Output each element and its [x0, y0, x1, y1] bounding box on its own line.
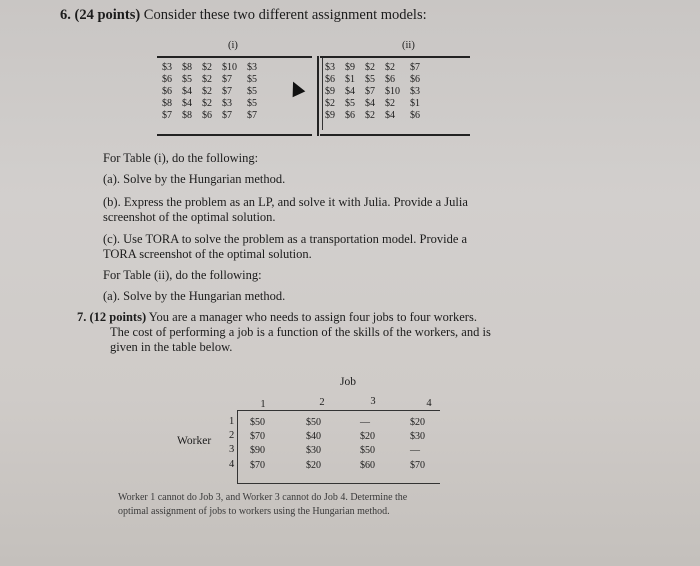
table-cell: $6	[202, 110, 212, 121]
table-cell: $9	[325, 86, 335, 97]
table-row	[320, 62, 425, 74]
table-cell: $3	[247, 62, 257, 73]
table-cell: $10	[222, 62, 237, 73]
q7-line2: The cost of performing a job is a function of the skills of the workers, and is	[110, 325, 491, 339]
table-cell: $4	[385, 110, 395, 121]
q7-line1-text: You are a manager who needs to assign four jobs to four workers.	[148, 310, 477, 324]
cost-cell: $90	[250, 445, 265, 456]
worker-number-1: 1	[229, 416, 235, 427]
question-7-line1	[77, 310, 477, 325]
job-header: Job	[340, 376, 356, 388]
tables-divider	[317, 56, 319, 136]
cost-cell: $30	[306, 445, 321, 456]
for-table-i: For Table (i), do the following:	[103, 151, 259, 165]
q7-number: 7.	[77, 310, 87, 324]
for-table-ii: For Table (ii), do the following:	[103, 268, 262, 282]
table-cell: $2	[202, 74, 212, 85]
q7-line3: given in the table below.	[110, 340, 233, 354]
q6-number: 6.	[60, 7, 71, 23]
table-cell: $8	[182, 110, 192, 121]
q7-points: (12 points)	[89, 310, 147, 324]
table-row	[157, 86, 262, 98]
table-cell: $2	[385, 98, 395, 109]
table-cell: $8	[182, 62, 192, 73]
table-cell: $7	[247, 110, 257, 121]
table-cell: $9	[325, 110, 335, 121]
table-cell: $5	[345, 98, 355, 109]
cost-cell: $60	[360, 460, 375, 471]
cost-cell: $40	[306, 431, 321, 442]
table-cell: $1	[410, 98, 420, 109]
cost-cell: $20	[306, 460, 321, 471]
cost-cell: $50	[250, 417, 265, 428]
table-cell: $8	[162, 98, 172, 109]
q6-part-c-line1: (c). Use TORA to solve the problem as a transportation model. Provide a	[103, 232, 468, 246]
question-6-title	[60, 7, 427, 24]
table-cell: $2	[365, 110, 375, 121]
table-cell: $5	[247, 98, 257, 109]
table-cell: $5	[247, 86, 257, 97]
table-cell: $6	[162, 74, 172, 85]
q7-note-line1: Worker 1 cannot do Job 3, and Worker 3 cannot do Job 4. Determine the	[118, 492, 408, 503]
table-cell: $5	[365, 74, 375, 85]
cost-cell: —	[360, 417, 370, 428]
job-number-3: 3	[370, 396, 376, 407]
table-cell: $6	[410, 110, 420, 121]
table-row	[320, 86, 425, 98]
cost-cell: $70	[250, 431, 265, 442]
table-cell: $3	[222, 98, 232, 109]
q6-part-a: (a). Solve by the Hungarian method.	[103, 172, 286, 186]
table-row	[157, 98, 262, 110]
table-cell: $5	[182, 74, 192, 85]
table-ii	[320, 56, 470, 136]
table-cell: $7	[365, 86, 375, 97]
table-cell: $4	[365, 98, 375, 109]
table-cell: $9	[345, 62, 355, 73]
table-cell: $3	[410, 86, 420, 97]
table-i	[157, 56, 312, 136]
worker-label: Worker	[177, 435, 212, 447]
table-row	[320, 74, 425, 86]
table-cell: $2	[202, 62, 212, 73]
table-cell: $4	[345, 86, 355, 97]
q6-ii-part-a: (a). Solve by the Hungarian method.	[103, 289, 286, 303]
table-cell: $6	[325, 74, 335, 85]
table-row	[320, 110, 425, 122]
job-number-4: 4	[426, 398, 432, 409]
table-cell: $2	[202, 98, 212, 109]
table-ii-label: (ii)	[402, 40, 415, 51]
cost-cell: —	[410, 445, 420, 456]
q7-note-line2: optimal assignment of jobs to workers using the Hungarian method.	[118, 506, 390, 517]
cost-cell: $70	[250, 460, 265, 471]
table-cell: $6	[345, 110, 355, 121]
table-cell: $7	[222, 110, 232, 121]
worker-number-2: 2	[229, 430, 235, 441]
table-cell: $7	[222, 74, 232, 85]
cost-cell: $20	[360, 431, 375, 442]
cost-cell: $20	[410, 417, 425, 428]
table-cell: $5	[247, 74, 257, 85]
cost-cell: $50	[360, 445, 375, 456]
table-row	[320, 98, 425, 110]
table-cell: $1	[345, 74, 355, 85]
table-cell: $2	[325, 98, 335, 109]
job-number-1: 1	[260, 399, 266, 410]
job-number-2: 2	[319, 397, 325, 408]
table-row	[157, 110, 262, 122]
table-cell: $6	[410, 74, 420, 85]
worker-number-4: 4	[229, 459, 235, 470]
table-cell: $2	[202, 86, 212, 97]
table-cell: $3	[162, 62, 172, 73]
q6-part-b-line2: screenshot of the optimal solution.	[103, 210, 276, 224]
worker-number-3: 3	[229, 444, 235, 455]
table-ii-left-border	[322, 58, 323, 130]
table-cell: $6	[385, 74, 395, 85]
table-row	[157, 62, 262, 74]
q6-part-c-line2: TORA screenshot of the optimal solution.	[103, 247, 312, 261]
table-cell: $7	[222, 86, 232, 97]
table-row	[157, 74, 262, 86]
table-cell: $7	[410, 62, 420, 73]
table-i-label: (i)	[228, 40, 238, 51]
q6-title-text: Consider these two different assignment models:	[143, 7, 427, 23]
table-cell: $4	[182, 98, 192, 109]
cost-cell: $70	[410, 460, 425, 471]
cost-cell: $30	[410, 431, 425, 442]
cost-cell: $50	[306, 417, 321, 428]
table-cell: $6	[162, 86, 172, 97]
table-cell: $3	[325, 62, 335, 73]
table-cell: $2	[385, 62, 395, 73]
table-cell: $7	[162, 110, 172, 121]
q6-part-b-line1: (b). Express the problem as an LP, and solve it with Julia. Provide a Julia	[103, 195, 468, 209]
table-cell: $2	[365, 62, 375, 73]
table-cell: $10	[385, 86, 400, 97]
q6-points: (24 points)	[74, 7, 141, 23]
table-cell: $4	[182, 86, 192, 97]
